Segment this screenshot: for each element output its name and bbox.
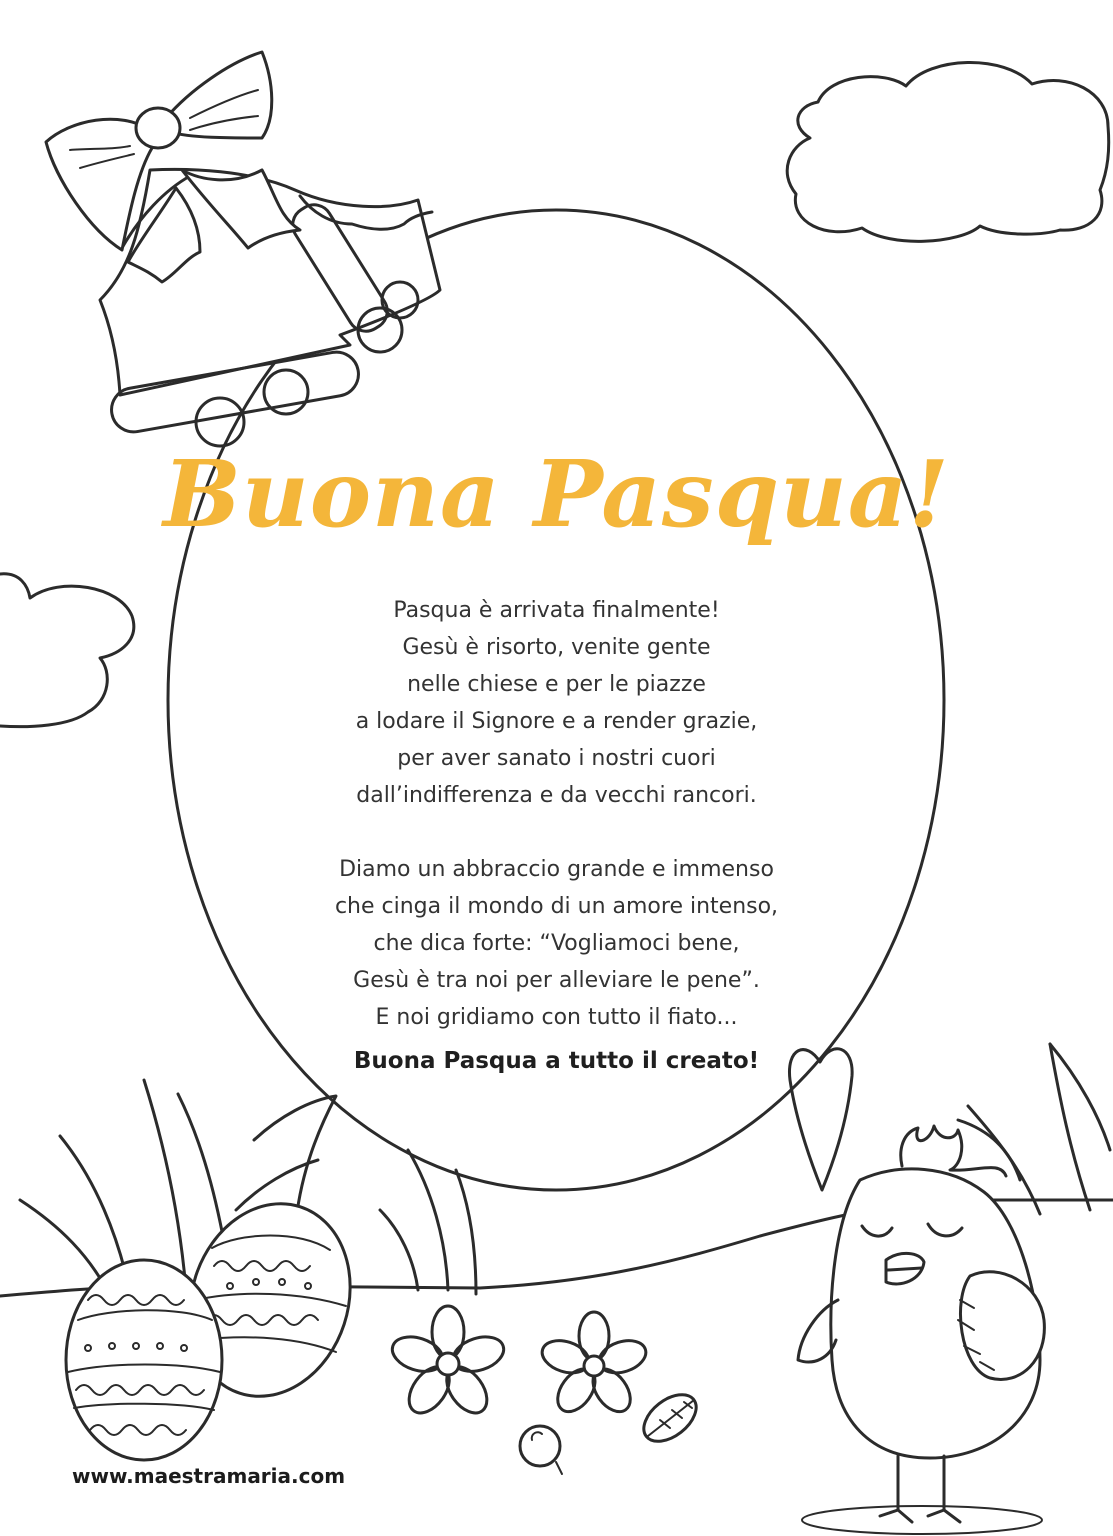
easter-egg-front — [66, 1260, 222, 1460]
poem-line: che cinga il mondo di un amore intenso, — [334, 894, 779, 919]
poem-line: Gesù è risorto, venite gente — [402, 635, 711, 660]
leaf — [635, 1385, 704, 1450]
poem-line: Gesù è tra noi per alleviare le pene”. — [353, 968, 760, 993]
poem-line: per aver sanato i nostri cuori — [397, 746, 716, 771]
poem-stanza-1 — [0, 592, 1113, 814]
poem-line: Pasqua è arrivata finalmente! — [393, 598, 720, 623]
flower-left — [388, 1306, 508, 1420]
poem-stanza-2 — [0, 851, 1113, 1036]
bell-with-bow — [46, 52, 440, 446]
poem-line: Diamo un abbraccio grande e immenso — [339, 857, 774, 882]
poem-line: a lodare il Signore e a render grazie, — [355, 709, 758, 734]
poem-line: nelle chiese e per le piazze — [407, 672, 706, 697]
chick — [798, 1126, 1044, 1534]
poem-line: che dica forte: “Vogliamoci bene, — [373, 931, 740, 956]
website-url: www.maestramaria.com — [72, 1464, 346, 1488]
cloud-top-right — [787, 62, 1109, 241]
poem — [0, 592, 1113, 1036]
closing-line: Buona Pasqua a tutto il creato! — [353, 1048, 760, 1074]
poem-line: E noi gridiamo con tutto il fiato... — [375, 1005, 738, 1030]
flower-right — [538, 1312, 650, 1419]
page-title: Buona Pasqua! — [163, 440, 950, 548]
poem-line: dall’indifferenza e da vecchi rancori. — [356, 783, 757, 808]
